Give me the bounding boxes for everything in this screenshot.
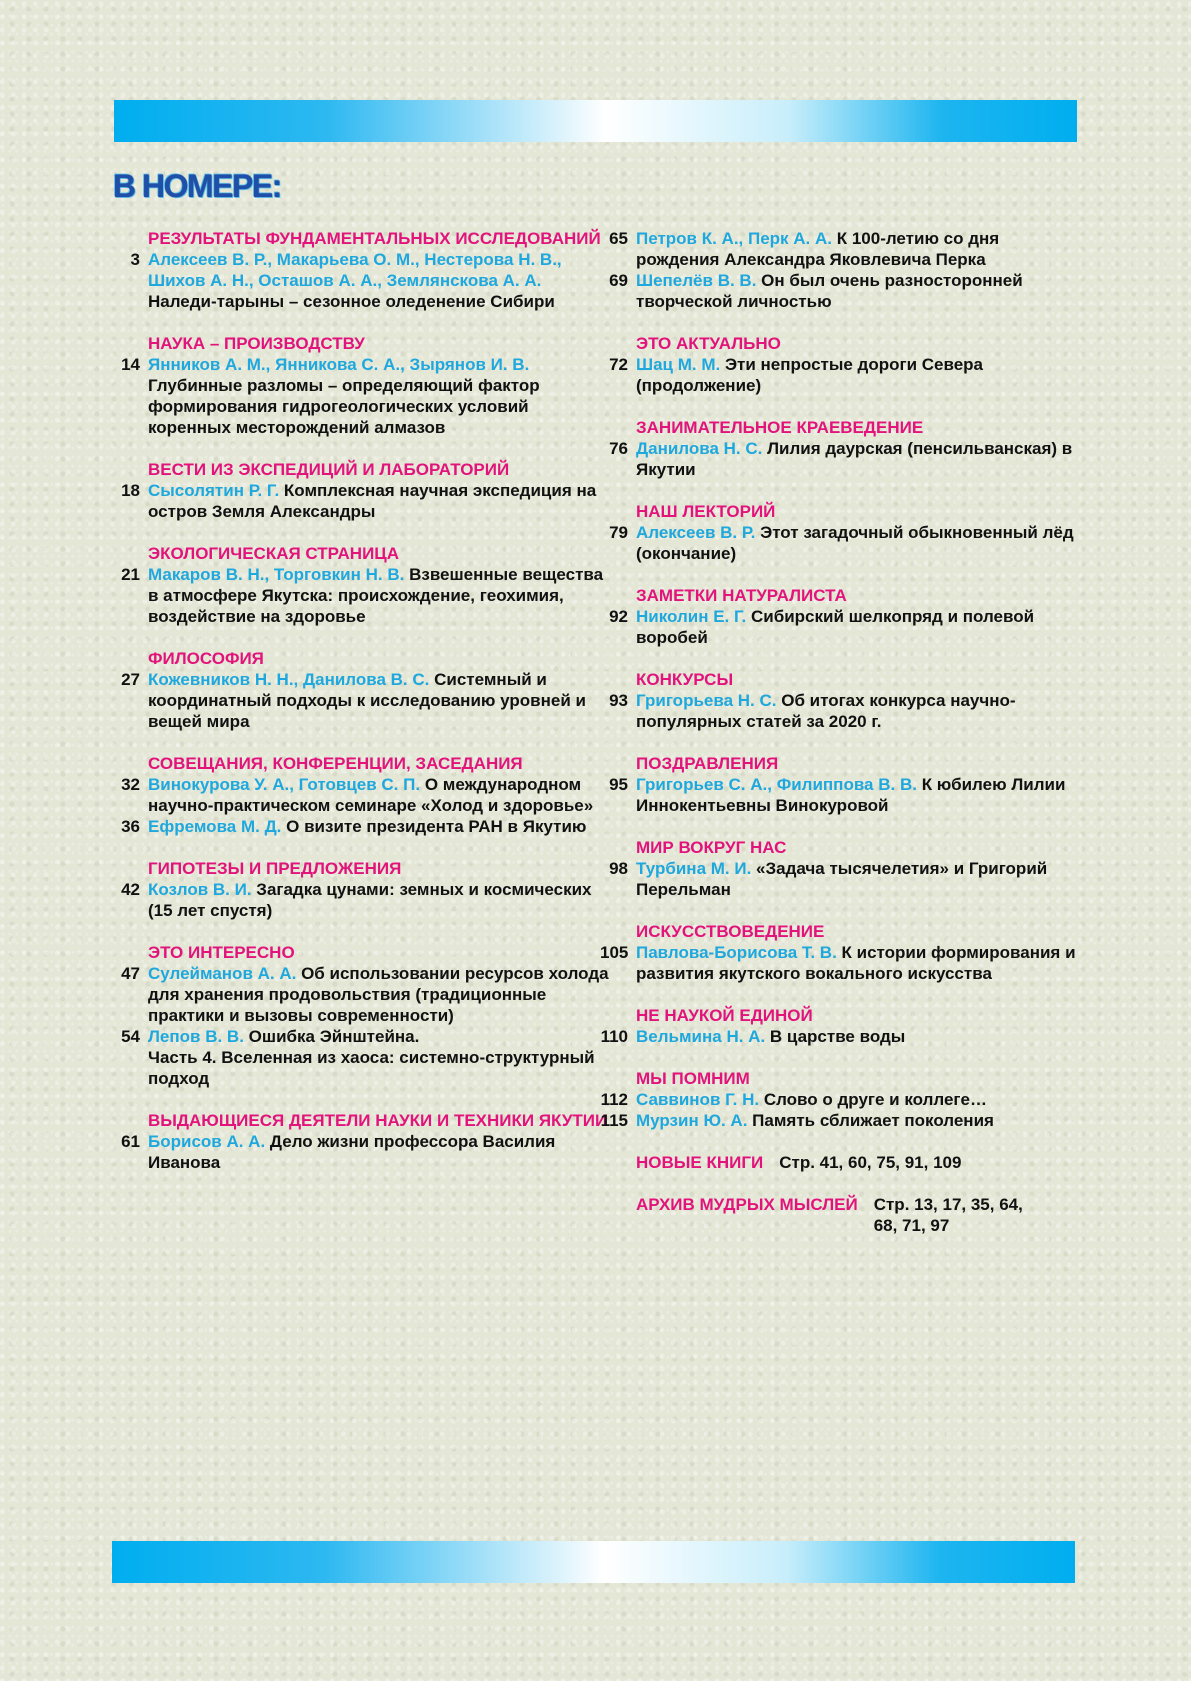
toc-section [112, 858, 612, 921]
toc-entry [600, 270, 1080, 312]
section-title: ФИЛОСОФИЯ [148, 649, 264, 668]
toc-entry [112, 564, 612, 627]
section-title: НЕ НАУКОЙ ЕДИНОЙ [636, 1006, 813, 1025]
page-number: 72 [609, 355, 628, 374]
toc-section [600, 585, 1080, 648]
page-number: 98 [609, 859, 628, 878]
entry-text [636, 354, 1080, 396]
toc-entry [600, 1026, 1080, 1047]
entry-title: Наледи-тарыны – сезонное оледенение Сибири [148, 292, 555, 311]
page-number: 112 [600, 1090, 628, 1109]
entry-title: «Задача тысячелетия» и Григорий Перельман [636, 859, 1048, 899]
extra-pages: Стр. 41, 60, 75, 91, 109 [779, 1153, 962, 1172]
entry-title: Эти непростые дороги Севера (продолжение) [636, 355, 983, 395]
entry-title: К 100-летию со дня рождения Александра Яковлевича Перка [636, 229, 1000, 269]
entry-text [148, 963, 612, 1026]
entry-title: О международном научно-практическом семинаре «Холод и здоровье» [148, 775, 594, 815]
entry-text [636, 1110, 1080, 1131]
page-number: 93 [609, 691, 628, 710]
entry-text [636, 606, 1080, 648]
extra-pages: Стр. 13, 17, 35, 64, 68, 71, 97 [873, 1195, 1023, 1235]
page-number: 47 [121, 964, 140, 983]
toc-section [600, 417, 1080, 480]
page-number: 79 [609, 523, 628, 542]
entry-authors: Николин Е. Г. [636, 607, 747, 626]
entry-title: Этот загадочный обыкновенный лёд (окончание) [636, 523, 1074, 563]
entry-title: Об итогах конкурса научно-популярных статей за 2020 г. [636, 691, 1016, 731]
toc-entry [600, 354, 1080, 396]
page-title: В НОМЕРЕ: [113, 168, 281, 204]
toc-entry [112, 480, 612, 522]
entry-title: Об использовании ресурсов холода для хранения продовольствия (традиционные практики и вызовы современности) [148, 964, 609, 1025]
toc-section [112, 333, 612, 438]
toc-entry [600, 1110, 1080, 1131]
page-number: 18 [121, 481, 140, 500]
toc-entry [112, 249, 612, 312]
entry-text [148, 480, 612, 522]
entry-title: Он был очень разносторонней творческой личностью [636, 271, 1023, 311]
toc-section [112, 942, 612, 1089]
entry-title: Комплексная научная экспедиция на остров Земля Александры [148, 481, 597, 521]
entry-text [636, 942, 1080, 984]
page-number: 21 [121, 565, 140, 584]
page-number: 54 [121, 1027, 140, 1046]
section-title: ЭКОЛОГИЧЕСКАЯ СТРАНИЦА [148, 544, 399, 563]
toc-section [600, 837, 1080, 900]
toc-entry [112, 669, 612, 732]
entry-title: Память сближает поколения [752, 1111, 994, 1130]
entry-title: Дело жизни профессора Василия Иванова [148, 1132, 556, 1172]
toc-left-column [112, 228, 612, 1194]
toc-entry [600, 858, 1080, 900]
toc-section [600, 1005, 1080, 1047]
toc-entry [600, 942, 1080, 984]
entry-text [148, 669, 612, 732]
entry-authors: Винокурова У. А., Готовцев С. П. [148, 775, 421, 794]
section-title: ГИПОТЕЗЫ И ПРЕДЛОЖЕНИЯ [148, 859, 402, 878]
page-number: 32 [121, 775, 140, 794]
entry-authors: Янников А. М., Янникова С. А., Зырянов И. В. [148, 355, 530, 374]
section-title: ПОЗДРАВЛЕНИЯ [636, 754, 779, 773]
entry-authors: Алексеев В. Р., Макарьева О. М., Нестерова Н. В., Шихов А. Н., Осташов А. А., Землянскова А. А. [148, 250, 562, 290]
entry-text [636, 1026, 1080, 1047]
entry-text [148, 564, 612, 627]
entry-authors: Лепов В. В. [148, 1027, 244, 1046]
page-number: 3 [130, 250, 140, 269]
entry-text [636, 270, 1080, 312]
toc-entry [600, 774, 1080, 816]
entry-authors: Борисов А. А. [148, 1132, 266, 1151]
toc-entry [112, 879, 612, 921]
entry-authors: Сысолятин Р. Г. [148, 481, 280, 500]
extra-title: АРХИВ МУДРЫХ МЫСЛЕЙ [636, 1195, 858, 1214]
entry-text [636, 522, 1080, 564]
toc-entry [112, 354, 612, 438]
entry-title: О визите президента РАН в Якутию [286, 817, 587, 836]
page-number: 76 [609, 439, 628, 458]
top-decorative-band [114, 100, 1077, 142]
entry-text [148, 1131, 612, 1173]
page-number: 14 [121, 355, 140, 374]
entry-text [148, 249, 612, 312]
entry-authors: Данилова Н. С. [636, 439, 763, 458]
page-number: 92 [609, 607, 628, 626]
entry-authors: Турбина М. И. [636, 859, 752, 878]
entry-authors: Алексеев В. Р. [636, 523, 756, 542]
section-title: ВЫДАЮЩИЕСЯ ДЕЯТЕЛИ НАУКИ И ТЕХНИКИ ЯКУТИИ [148, 1111, 608, 1130]
toc-section [600, 753, 1080, 816]
page-number: 110 [600, 1027, 628, 1046]
page-number: 42 [121, 880, 140, 899]
section-title: МИР ВОКРУГ НАС [636, 838, 787, 857]
entry-authors: Саввинов Г. Н. [636, 1090, 760, 1109]
entry-title: К юбилею Лилии Иннокентьевны Винокуровой [636, 775, 1066, 815]
entry-text [148, 354, 612, 438]
entry-text [636, 774, 1080, 816]
toc-entry [112, 1026, 612, 1089]
toc-section [112, 1110, 612, 1173]
toc-entry [112, 774, 612, 816]
entry-authors: Шац М. М. [636, 355, 721, 374]
page-number: 115 [600, 1111, 628, 1130]
entry-authors: Кожевников Н. Н., Данилова В. С. [148, 670, 430, 689]
page-number: 61 [121, 1132, 140, 1151]
toc-section [600, 669, 1080, 732]
toc-entry [600, 228, 1080, 270]
toc-entry [600, 1089, 1080, 1110]
section-title: МЫ ПОМНИМ [636, 1069, 750, 1088]
entry-text [148, 816, 612, 837]
page-number: 27 [121, 670, 140, 689]
entry-text [636, 690, 1080, 732]
page-number: 105 [600, 943, 629, 962]
entry-title: Глубинные разломы – определяющий фактор формирования гидрогеологических условий коренных месторождений алмазов [148, 376, 540, 437]
entry-title: Лилия даурская (пенсильванская) в Якутии [636, 439, 1073, 479]
toc-section [112, 753, 612, 837]
entry-title: Загадка цунами: земных и космических (15 лет спустя) [148, 880, 592, 920]
entry-text [636, 228, 1080, 270]
entry-authors: Петров К. А., Перк А. А. [636, 229, 832, 248]
entry-authors: Ефремова М. Д. [148, 817, 282, 836]
toc-section-continued [600, 228, 1080, 312]
toc-section [112, 228, 612, 312]
section-title: СОВЕЩАНИЯ, КОНФЕРЕНЦИИ, ЗАСЕДАНИЯ [148, 754, 523, 773]
toc-section [600, 501, 1080, 564]
toc-entry [112, 1131, 612, 1173]
bottom-decorative-band [112, 1541, 1075, 1583]
toc-section [112, 648, 612, 732]
section-title: КОНКУРСЫ [636, 670, 734, 689]
extra-title: НОВЫЕ КНИГИ [636, 1153, 764, 1172]
toc-entry [112, 816, 612, 837]
entry-authors: Вельмина Н. А. [636, 1027, 766, 1046]
entry-authors: Мурзин Ю. А. [636, 1111, 748, 1130]
toc-extra [600, 1194, 1080, 1236]
entry-text [148, 1026, 612, 1089]
section-title: НАУКА – ПРОИЗВОДСТВУ [148, 334, 365, 353]
entry-title: Слово о друге и коллеге… [763, 1090, 987, 1109]
entry-title: В царстве воды [769, 1027, 906, 1046]
entry-text [636, 438, 1080, 480]
entry-text [636, 858, 1080, 900]
toc-section [112, 459, 612, 522]
entry-authors: Макаров В. Н., Торговкин Н. В. [148, 565, 405, 584]
toc-right-column [600, 228, 1080, 1257]
toc-section [600, 1068, 1080, 1131]
entry-title: Взвешенные вещества в атмосфере Якутска: происхождение, геохимия, воздействие на здоровье [148, 565, 604, 626]
toc-entry [600, 690, 1080, 732]
toc-section [600, 333, 1080, 396]
entry-authors: Шепелёв В. В. [636, 271, 757, 290]
entry-title: Системный и координатный подходы к исследованию уровней и вещей мира [148, 670, 586, 731]
entry-authors: Павлова-Борисова Т. В. [636, 943, 837, 962]
toc-section [600, 921, 1080, 984]
entry-title: Сибирский шелкопряд и полевой воробей [636, 607, 1035, 647]
entry-authors: Григорьев С. А., Филиппова В. В. [636, 775, 917, 794]
entry-title: К истории формирования и развития якутского вокального искусства [636, 943, 1076, 983]
entry-title: Ошибка Эйнштейна. Часть 4. Вселенная из хаоса: системно-структурный подход [148, 1027, 595, 1088]
section-title: ЗАМЕТКИ НАТУРАЛИСТА [636, 586, 847, 605]
toc-entry [112, 963, 612, 1026]
section-title: ЗАНИМАТЕЛЬНОЕ КРАЕВЕДЕНИЕ [636, 418, 924, 437]
section-title: ИСКУССТВОВЕДЕНИЕ [636, 922, 825, 941]
toc-section [112, 543, 612, 627]
entry-text [148, 774, 612, 816]
entry-text [636, 1089, 1080, 1110]
entry-authors: Григорьева Н. С. [636, 691, 777, 710]
section-title: РЕЗУЛЬТАТЫ ФУНДАМЕНТАЛЬНЫХ ИССЛЕДОВАНИЙ [148, 229, 601, 248]
entry-authors: Сулейманов А. А. [148, 964, 297, 983]
page-number: 95 [609, 775, 628, 794]
page-number: 69 [609, 271, 628, 290]
entry-text [148, 879, 612, 921]
toc-entry [600, 606, 1080, 648]
toc-extra [600, 1152, 1080, 1173]
toc-entry [600, 522, 1080, 564]
toc-entry [600, 438, 1080, 480]
entry-authors: Козлов В. И. [148, 880, 252, 899]
section-title: ВЕСТИ ИЗ ЭКСПЕДИЦИЙ И ЛАБОРАТОРИЙ [148, 460, 510, 479]
page-number: 36 [121, 817, 140, 836]
section-title: НАШ ЛЕКТОРИЙ [636, 502, 776, 521]
section-title: ЭТО АКТУАЛЬНО [636, 334, 781, 353]
page-number: 65 [609, 229, 628, 248]
section-title: ЭТО ИНТЕРЕСНО [148, 943, 295, 962]
